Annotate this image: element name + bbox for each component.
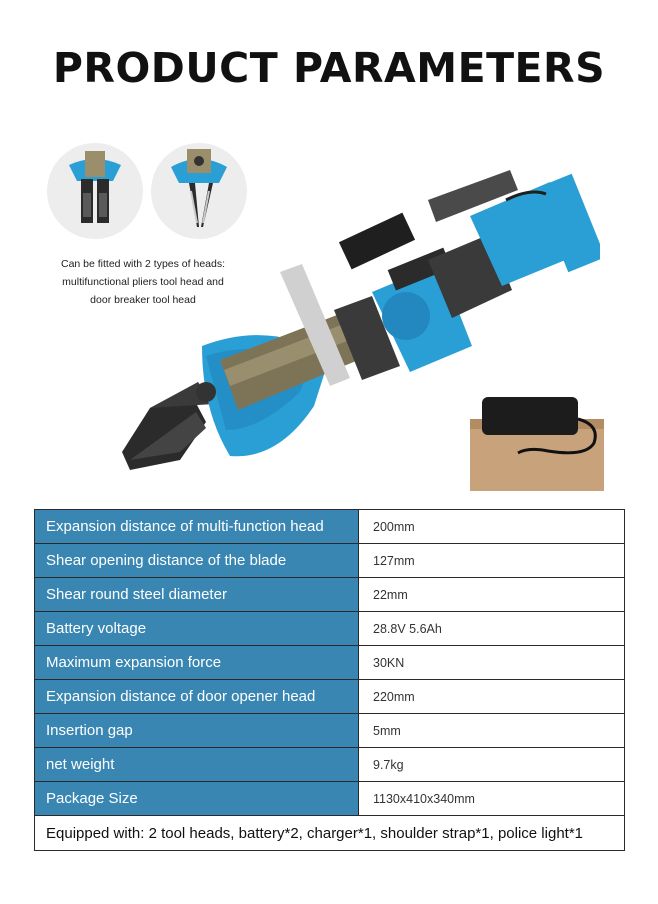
spec-label: Shear opening distance of the blade (35, 544, 359, 578)
spec-label: Maximum expansion force (35, 646, 359, 680)
caption-line: door breaker tool head (90, 294, 196, 306)
table-row (35, 680, 625, 714)
spec-value: 127mm (359, 544, 625, 578)
table-row (35, 748, 625, 782)
table-row (35, 544, 625, 578)
page-title: PRODUCT PARAMETERS (52, 44, 606, 92)
spec-label: Insertion gap (35, 714, 359, 748)
spec-value: 9.7kg (359, 748, 625, 782)
spec-table (34, 509, 625, 851)
spec-label: Battery voltage (35, 612, 359, 646)
table-row (35, 646, 625, 680)
table-row (35, 510, 625, 544)
table-row (35, 578, 625, 612)
spec-label: net weight (35, 748, 359, 782)
spec-value: 22mm (359, 578, 625, 612)
table-row (35, 816, 625, 851)
spec-value: 220mm (359, 680, 625, 714)
spec-label: Expansion distance of door opener head (35, 680, 359, 714)
charger-image (468, 395, 608, 495)
spec-value: 5mm (359, 714, 625, 748)
table-row (35, 612, 625, 646)
table-row (35, 714, 625, 748)
spec-value: 30KN (359, 646, 625, 680)
spec-value: 200mm (359, 510, 625, 544)
caption-line: multifunctional pliers tool head and (62, 276, 224, 288)
spec-value: 28.8V 5.6Ah (359, 612, 625, 646)
spec-label: Package Size (35, 782, 359, 816)
spec-label: Shear round steel diameter (35, 578, 359, 612)
spec-label: Expansion distance of multi-function head (35, 510, 359, 544)
caption-line: Can be fitted with 2 types of heads: (60, 258, 226, 270)
equipment-list: Equipped with: 2 tool heads, battery*2, charger*1, shoulder strap*1, police light*1 (35, 816, 625, 851)
table-row (35, 782, 625, 816)
spec-value: 1130x410x340mm (359, 782, 625, 816)
